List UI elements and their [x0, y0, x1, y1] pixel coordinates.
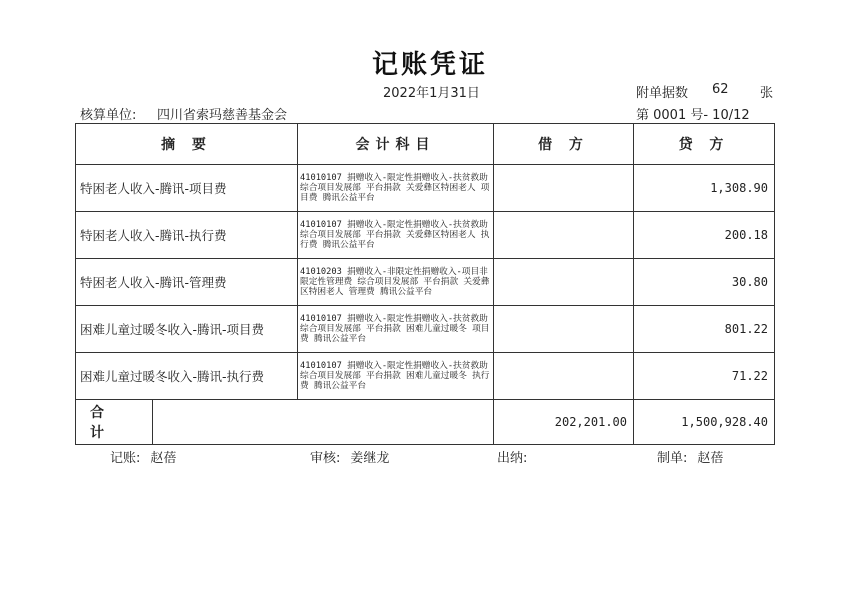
table-row [76, 165, 775, 212]
accounting-unit-value: 四川省索玛慈善基金会 [157, 108, 288, 123]
attachments-label: 附单据数 [636, 86, 689, 101]
cashier-label: 出纳: [497, 451, 528, 466]
reviewer-label: 审核: [310, 451, 341, 466]
table-header-row [76, 124, 775, 165]
row-debit [494, 353, 634, 400]
total-credit: 1,500,928.40 [634, 400, 775, 445]
maker-signoff [657, 447, 723, 466]
row-account: 41010107 捐赠收入-限定性捐赠收入-扶贫救助 综合项目发展部 平台捐款 关爱彝区特困老人 项目费 腾讯公益平台 [298, 165, 494, 212]
row-account: 41010107 捐赠收入-限定性捐赠收入-扶贫救助 综合项目发展部 平台捐款 困难儿童过暖冬 执行费 腾讯公益平台 [298, 353, 494, 400]
row-credit: 71.22 [634, 353, 775, 400]
bookkeeper-signoff [110, 447, 176, 466]
row-credit: 200.18 [634, 212, 775, 259]
row-summary: 特困老人收入-腾讯-管理费 [76, 259, 298, 306]
row-debit [494, 212, 634, 259]
row-account: 41010107 捐赠收入-限定性捐赠收入-扶贫救助 综合项目发展部 平台捐款 困难儿童过暖冬 项目费 腾讯公益平台 [298, 306, 494, 353]
voucher-number: 第 0001 号- 10/12 [636, 108, 750, 123]
bookkeeper-name: 赵蓓 [150, 451, 177, 466]
row-account: 41010203 捐赠收入-非限定性捐赠收入-项目非限定性管理费 综合项目发展部 平台捐款 关爱彝区特困老人 管理费 腾讯公益平台 [298, 259, 494, 306]
row-summary: 困难儿童过暖冬收入-腾讯-执行费 [76, 353, 298, 400]
attachments-unit: 张 [760, 86, 774, 101]
cashier-signoff [497, 447, 527, 466]
row-account: 41010107 捐赠收入-限定性捐赠收入-扶贫救助 综合项目发展部 平台捐款 关爱彝区特困老人 执行费 腾讯公益平台 [298, 212, 494, 259]
voucher-date: 2022年1月31日 [383, 86, 480, 101]
header-account: 会计科目 [298, 124, 494, 165]
bookkeeper-label: 记账: [110, 451, 141, 466]
header-credit: 贷 方 [634, 124, 775, 165]
table-row [76, 353, 775, 400]
header-debit: 借 方 [494, 124, 634, 165]
header-summary: 摘 要 [76, 124, 298, 165]
total-debit: 202,201.00 [494, 400, 634, 445]
row-debit [494, 165, 634, 212]
table-row [76, 306, 775, 353]
voucher-table [75, 123, 775, 445]
row-credit: 801.22 [634, 306, 775, 353]
total-row [76, 400, 775, 445]
reviewer-signoff [310, 447, 389, 466]
row-credit: 1,308.90 [634, 165, 775, 212]
maker-label: 制单: [657, 451, 688, 466]
total-label: 合 计 [76, 400, 153, 444]
maker-name: 赵蓓 [697, 451, 724, 466]
table-row [76, 259, 775, 306]
accounting-unit-label: 核算单位: [80, 108, 137, 123]
reviewer-name: 姜继龙 [350, 451, 390, 466]
row-summary: 特困老人收入-腾讯-执行费 [76, 212, 298, 259]
row-credit: 30.80 [634, 259, 775, 306]
row-debit [494, 259, 634, 306]
row-debit [494, 306, 634, 353]
voucher-title: 记账凭证 [371, 50, 488, 80]
table-row [76, 212, 775, 259]
total-label-cell [76, 400, 494, 445]
row-summary: 特困老人收入-腾讯-项目费 [76, 165, 298, 212]
attachments-count: 62 [712, 82, 729, 97]
row-summary: 困难儿童过暖冬收入-腾讯-项目费 [76, 306, 298, 353]
